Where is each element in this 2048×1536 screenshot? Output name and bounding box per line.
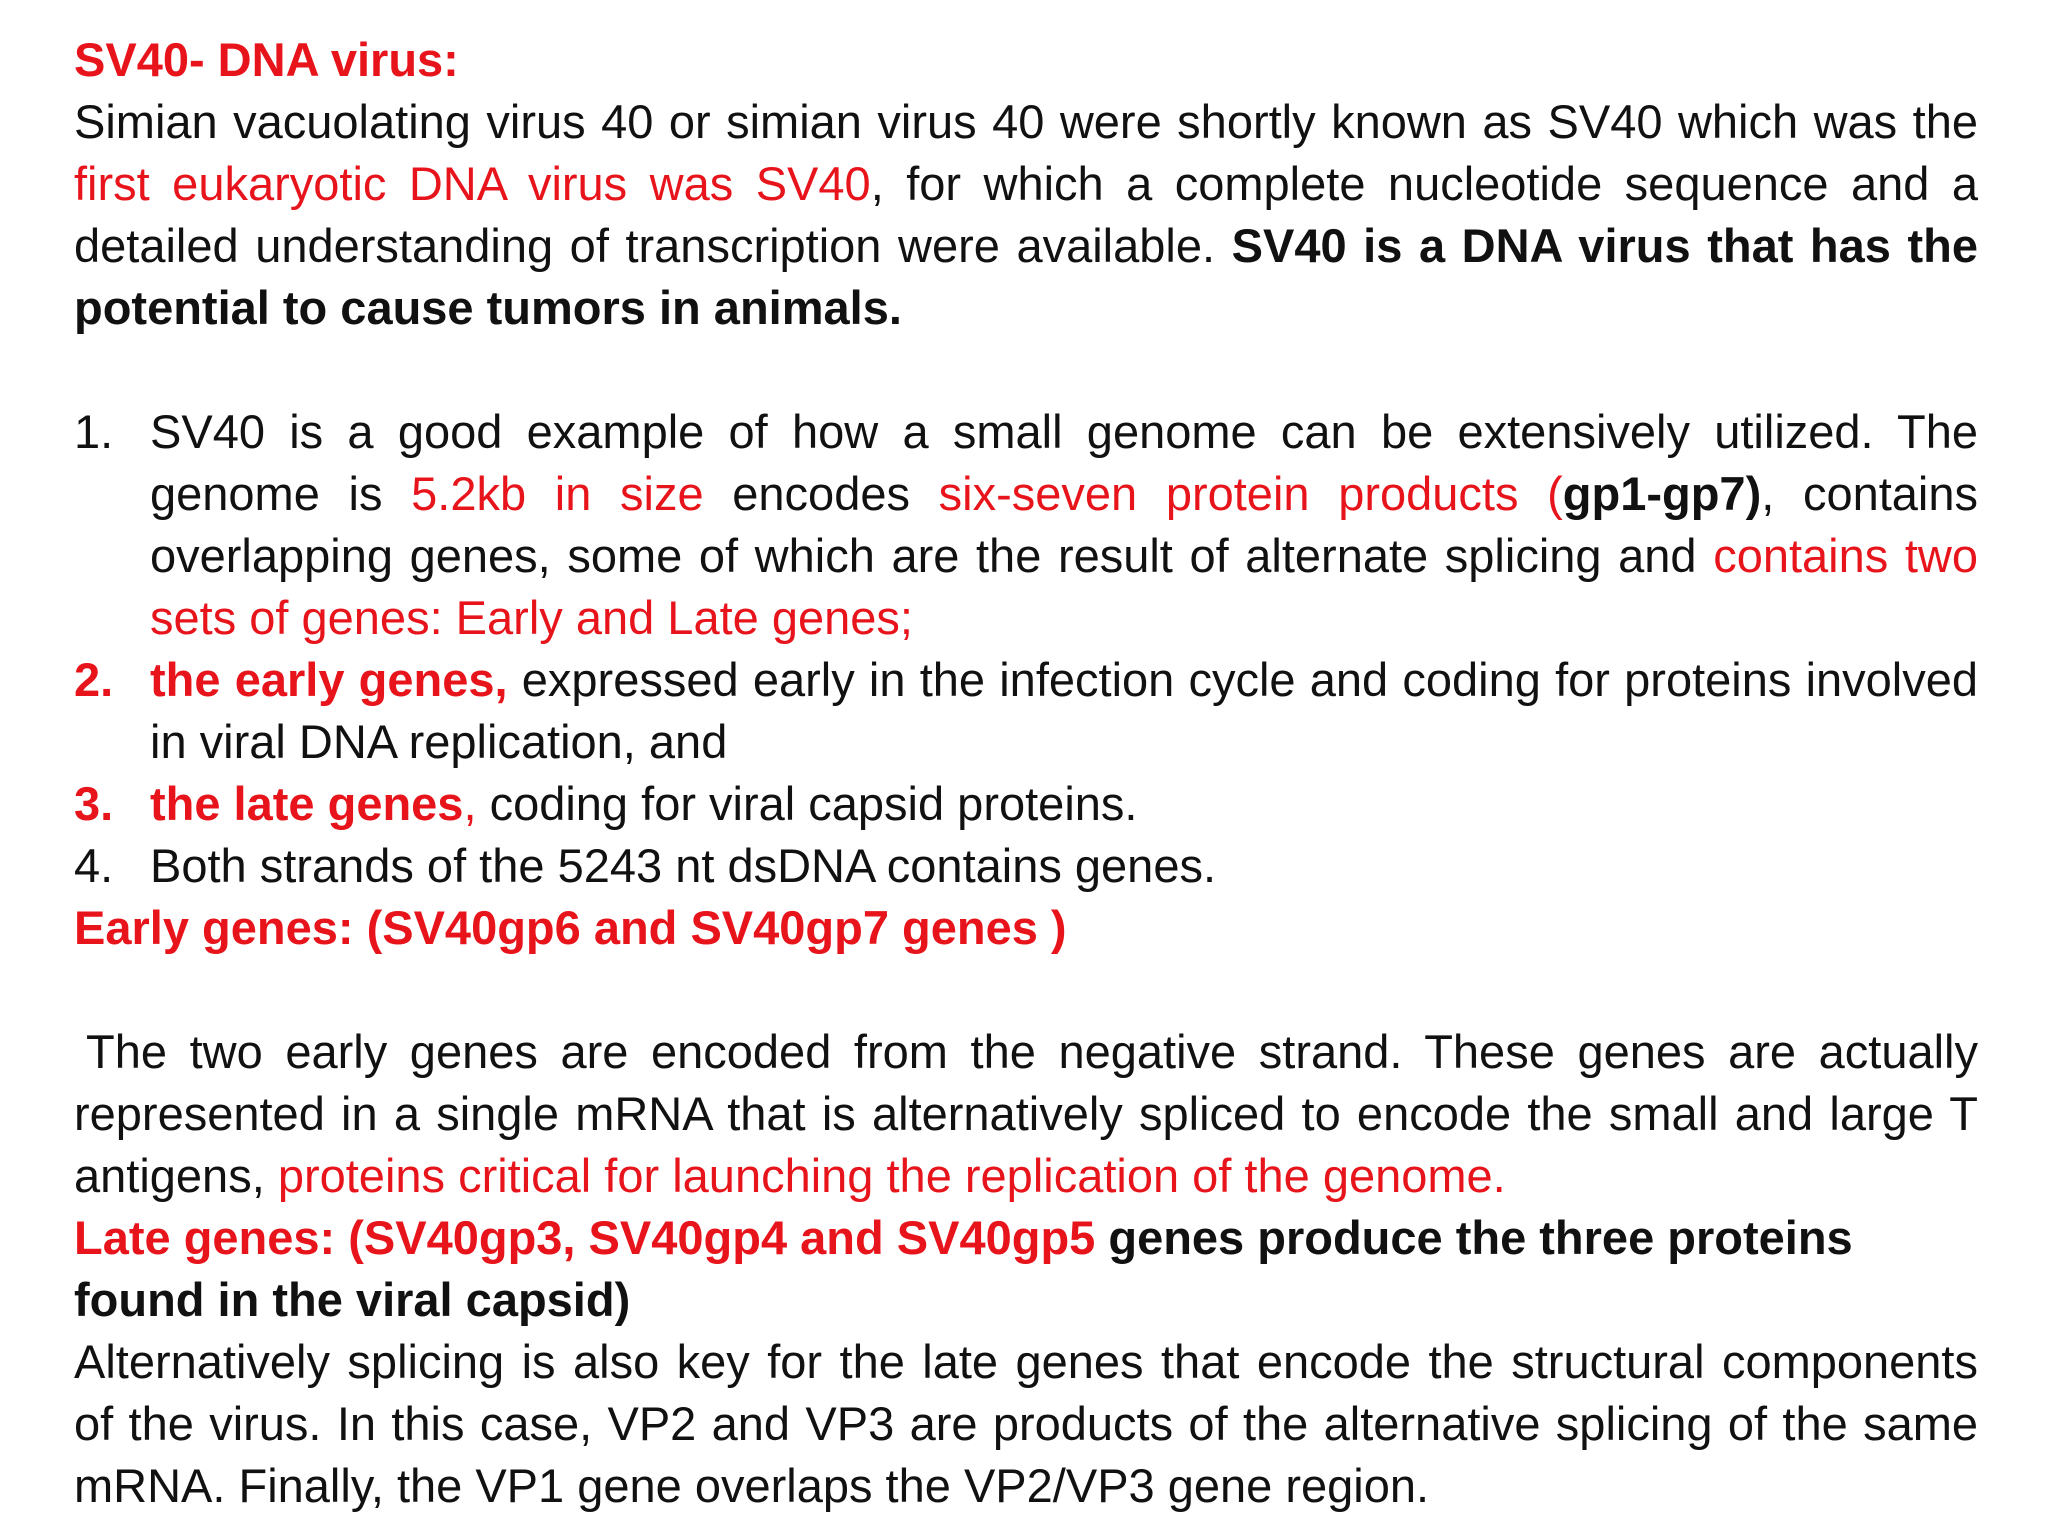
intro-line-1: Simian vacuolating virus 40 or simian virus 40 were shortly known as SV40 which was the: [74, 95, 1978, 148]
early-para-line-3: antigens, proteins critical for launching the replication of the genome.: [74, 1149, 1506, 1202]
early-para-line-2: represented in a single mRNA that is alternatively spliced to encode the small and large T: [74, 1087, 1978, 1140]
list-item-1-line-1: SV40 is a good example of how a small genome can be extensively utilized. The: [150, 405, 1978, 458]
intro-line-2: first eukaryotic DNA virus was SV40, for which a complete nucleotide sequence and a: [74, 157, 1978, 210]
list-item-1-line-2: genome is 5.2kb in size encodes six-seven protein products (gp1-gp7), contains: [150, 467, 1978, 520]
early-para-line-1: The two early genes are encoded from the negative strand. These genes are actually: [86, 1025, 1978, 1078]
intro-line-4: potential to cause tumors in animals.: [74, 281, 902, 334]
list-number-3: 3.: [74, 777, 114, 830]
list-number-2: 2.: [74, 653, 114, 706]
late-para-line-3: mRNA. Finally, the VP1 gene overlaps the VP2/VP3 gene region.: [74, 1459, 1430, 1512]
list-item-1-line-3: overlapping genes, some of which are the result of alternate splicing and contains two: [150, 529, 1978, 582]
list-item-2-line-2: in viral DNA replication, and: [150, 715, 728, 768]
list-item-3-line-1: the late genes, coding for viral capsid proteins.: [150, 777, 1138, 830]
list-number-1: 1.: [74, 405, 114, 458]
late-para-line-1: Alternatively splicing is also key for the late genes that encode the structural components: [74, 1335, 1978, 1388]
late-para-line-2: of the virus. In this case, VP2 and VP3 are products of the alternative splicing of the same: [74, 1397, 1978, 1450]
list-item-1-line-4: sets of genes: Early and Late genes;: [150, 591, 913, 644]
list-item-2-line-1: the early genes, expressed early in the infection cycle and coding for proteins involved: [150, 653, 1979, 706]
section-heading: SV40- DNA virus:: [74, 33, 459, 86]
list-item-4-line-1: Both strands of the 5243 nt dsDNA contains genes.: [150, 839, 1217, 892]
late-genes-heading-line-2: found in the viral capsid): [74, 1273, 631, 1326]
late-genes-heading: Late genes: (SV40gp3, SV40gp4 and SV40gp5 genes produce the three proteins: [74, 1211, 1853, 1264]
early-genes-heading: Early genes: (SV40gp6 and SV40gp7 genes ): [74, 901, 1067, 954]
intro-line-3: detailed understanding of transcription were available. SV40 is a DNA virus that has the: [74, 219, 1978, 272]
list-number-4: 4.: [74, 839, 114, 892]
